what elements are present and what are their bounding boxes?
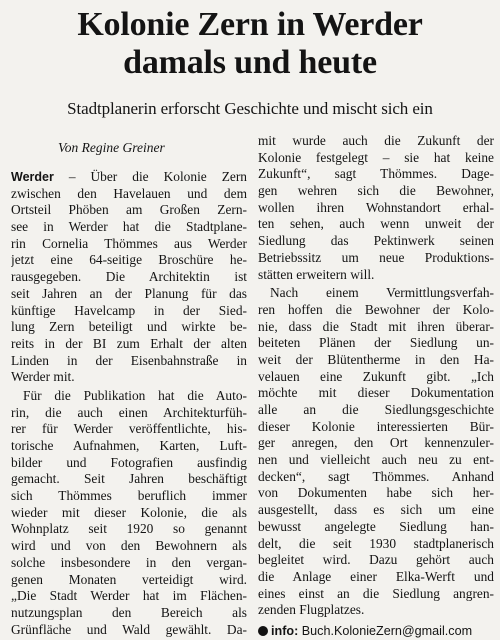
text-line: delt, die seit 1930 stadtplanerisch (258, 535, 494, 551)
subtitle: Stadtplanerin erforscht Geschichte und mischt sich ein (67, 99, 433, 118)
headline-line-1: Kolonie Zern in Werder (77, 6, 423, 43)
headline-line-2: damals und heute (123, 44, 377, 81)
dateline: Werder (11, 170, 54, 184)
text-line: Werder – Über die Kolonie Zern (11, 169, 247, 184)
text-line: gen wehren sich die Bewohner, (258, 183, 494, 199)
text-line: wollen ihren Wohnstandort erhal- (258, 199, 494, 215)
text-line: dieser Kolonie interessierten Bür- (258, 418, 494, 434)
text-line: ren hoffen die Bewohner der Kolo- (258, 301, 494, 317)
text-line: Ortsteil Phöben am Großen Zern- (11, 202, 247, 218)
text-line: Wohnplatz seit 1920 so genannt (11, 521, 247, 537)
info-line (258, 623, 494, 640)
text-line: nen und vielleicht auch neu zu ent- (258, 452, 494, 468)
info-label: info: (271, 623, 299, 638)
text-line: Kolonie festgelegt – sie hat keine (258, 149, 494, 165)
text-line: stätten erweitern will. (258, 266, 375, 282)
text-line: Für die Publikation hat die Auto- (23, 387, 247, 403)
text-line: reits in der BI zum Erhalt der alten (11, 335, 247, 351)
text-line: solche insbesondere in den vergan- (11, 554, 247, 570)
text-line: ten sehen, auch wenn unweit der (258, 216, 494, 232)
text-line: seit Jahren an der Planung für das (11, 285, 247, 301)
text-line: sich Thömmes beruflich immer (11, 488, 247, 504)
text-line: Werder mit. (11, 369, 75, 385)
text-line: Siedlung das Pektinwerk seinen (258, 233, 494, 249)
text-line: decken“, sagt Thömmes. Anhand (258, 468, 494, 484)
text-line: Linden in der Eisenbahnstraße in (11, 352, 247, 368)
byline: Von Regine Greiner (58, 140, 165, 155)
text-line: torische Aufnahmen, Karten, Luft- (11, 438, 247, 453)
text-line: velauen eine Zukunft gibt. „Ich (258, 368, 494, 384)
text-line: Grünfläche und Wald gewählt. Da- (11, 621, 247, 637)
text-line: zwischen den Havelauen und dem (11, 185, 247, 201)
text-line: „Die Stadt Werder hat im Flächen- (11, 588, 247, 604)
text-line: möchte mit dieser Dokumentation (258, 385, 494, 401)
text-line: jetzt eine 64-seitige Broschüre he- (11, 252, 247, 268)
left-column (11, 169, 247, 638)
text-line: nie, dass die Stadt mit ihren überar- (258, 318, 494, 334)
text-line: gemacht. Seit Jahren beschäftigt (11, 471, 247, 487)
text-line: bewusst angelegte Siedlung han- (258, 518, 494, 534)
text-line: see in Werder hat die Stadtplane- (11, 219, 247, 235)
text-line: rausgegeben. Die Architektin ist (11, 269, 247, 285)
text-line: genen Monaten verteidigt wird. (11, 571, 247, 587)
text-line: wird und von den Bewohnern als (11, 538, 247, 554)
right-column (258, 133, 494, 640)
text-line: von Dokumenten habe sich her- (258, 485, 494, 501)
bullet-icon (258, 626, 268, 636)
text-line: nutzungsplan den Bereich als (11, 604, 247, 620)
text-line: bilder und Fotografien ausfindig (11, 454, 247, 470)
text-line: ger anregen, den Ort kennenzuler- (258, 435, 494, 451)
text-line: lung Zern beteiligt und wirkte be- (11, 319, 247, 335)
text-line: alle an die Siedlungsgeschichte (258, 402, 494, 417)
text-line: rer für Werder veröffentlichte, his- (11, 421, 247, 437)
text-line: Zukunft“, sagt Thömmes. Dage- (258, 166, 494, 182)
text-line: beiteten Plänen der Siedlung un- (258, 335, 494, 351)
text-line: die Anlage einer Elka-Werft und (258, 568, 494, 584)
text-line: Nach einem Vermittlungsverfah- (270, 285, 494, 301)
text-line: mit wurde auch die Zukunft der (258, 133, 494, 148)
text-line: ausgestellt, dass es sich um eine (258, 502, 494, 518)
text-line: eines einst an die Siedlung angren- (258, 585, 494, 601)
text-line: weit der Blütentherme in den Ha- (258, 351, 494, 367)
info-email: Buch.KolonieZern@gmail.com (298, 623, 473, 638)
text-line: begleitet wird. Dazu gehört auch (258, 552, 494, 568)
text-line: künftige Havelcamp in der Sied- (11, 302, 247, 318)
text-line: rin Cornelia Thömmes aus Werder (11, 235, 247, 251)
text-line: zenden Flugplatzes. (258, 602, 365, 618)
text-line: rin, die auch einen Architekturfüh- (11, 404, 247, 420)
text-line: wieder mit dieser Kolonie, die als (11, 504, 247, 520)
text-line: Betriebssitz um neue Produktions- (258, 249, 494, 265)
headline (0, 6, 500, 82)
